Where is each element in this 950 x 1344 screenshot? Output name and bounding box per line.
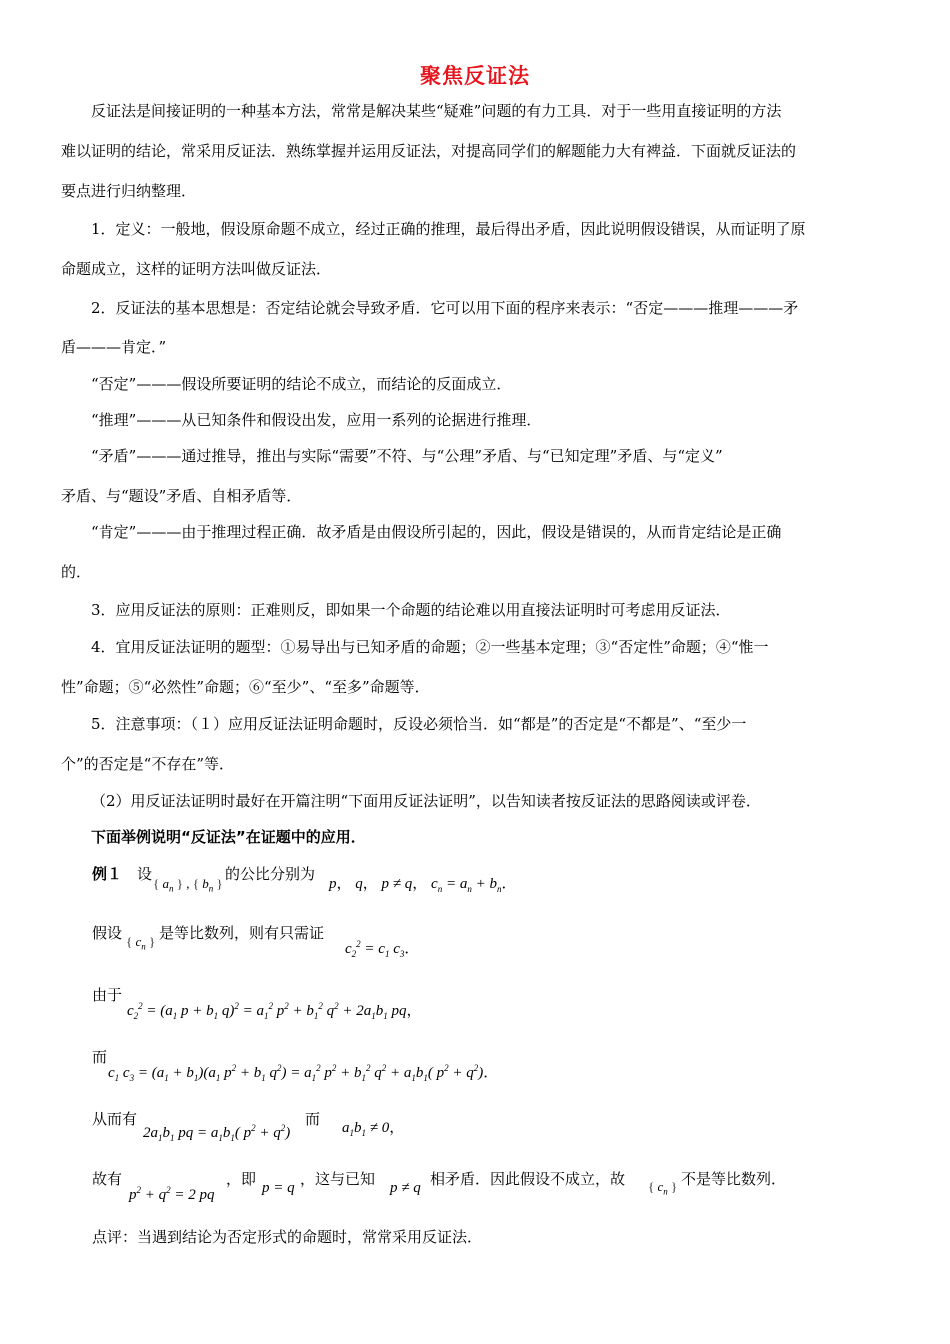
while-text-2: 而 <box>305 1110 321 1128</box>
nonzero-formula: $a_1b_1 \ne 0$， <box>342 1120 405 1138</box>
since-text: 由于 <box>92 986 123 1004</box>
problem-types-line-1: 4．宜用反证法证明的题型：①易导出与已知矛盾的命题；②一些基本定理；③“否定性”命题；④“惟一 <box>91 638 769 656</box>
definition-line-2: 命题成立，这样的证明方法叫做反证法． <box>61 260 332 278</box>
intro-line-3: 要点进行归纳整理． <box>61 182 197 200</box>
principle-line: 3．应用反证法的原则：正难则反，即如果一个命题的结论难以用直接法证明时可考虑用反证法． <box>91 601 731 619</box>
therefore-text: 故有 <box>92 1170 123 1188</box>
negation-step: “否定”———假设所要证明的结论不成立，而结论的反面成立． <box>91 375 512 393</box>
contradict-text-2: 相矛盾．因此假设不成立，故 <box>430 1170 626 1188</box>
ratio-formula: p， q， p ≠ q， $c_n = a_n + b_n$． <box>329 876 517 894</box>
assume-text: 假设 <box>92 924 123 942</box>
c2-square-formula: $c_2^2 = (a_1$ $p + b_1$ $q)^2 = a_1^2$ $p^2 + b_1^2$ $q^2 + 2a_1b_1$ pq， <box>127 1001 422 1021</box>
notes-line-3: （2）用反证法证明时最好在开篇注明“下面用反证法证明”，以告知读者按反证法的思路阅读或评卷． <box>91 792 761 810</box>
intro-line-1: 反证法是间接证明的一种基本方法，常常是解决某些“疑难”问题的有力工具．对于一些用直接证明的方法 <box>91 102 782 120</box>
pq-formula: $p^2 + q^2 = 2$ pq <box>129 1185 215 1203</box>
example-label: 例１ <box>92 865 123 883</box>
comment-line: 点评：当遇到结论为否定形式的命题时，常常采用反证法． <box>92 1228 483 1246</box>
contradiction-step-line-1: “矛盾”———通过推导，推出与实际“需要”不符、与“公理”矛盾、与“已知定理”矛盾、与“定义” <box>91 447 723 465</box>
ratio-text: 的公比分别为 <box>225 865 316 883</box>
c1-c3-formula: $c_1$ $c_3 = (a_1 + b_1)(a_1$ $p^2 + b_1$ $q^2) = a_1^2$ $p^2 + b_1^2$ $q^2 + a_1b_1$( $p^2 + q^2$)． <box>108 1063 499 1083</box>
contradict-text: ，这与已知 <box>300 1170 376 1188</box>
notes-line-1: 5．注意事项：（１）应用反证法证明命题时，反设必须恰当．如“都是”的否定是“不都是”、“至少一 <box>91 715 747 733</box>
thus-text: 从而有 <box>92 1110 138 1128</box>
notes-line-2: 个”的否定是“不存在”等． <box>61 755 235 773</box>
p-equals-q-formula: p = q <box>262 1180 295 1196</box>
example-heading: 下面举例说明“反证法”在证题中的应用． <box>91 828 366 846</box>
reasoning-step: “推理”———从已知条件和假设出发，应用一系列的论据进行推理． <box>91 411 542 429</box>
definition-line-1: 1．定义：一般地，假设原命题不成立，经过正确的推理，最后得出矛盾，因此说明假设错误，从而证明了原 <box>91 220 806 238</box>
sequences-ab-formula: { $a_n$ } , { $b_n$ } <box>153 876 223 894</box>
contradiction-step-line-2: 矛盾、与“题设”矛盾、自相矛盾等． <box>61 487 302 505</box>
p-neq-q-formula: p ≠ q <box>390 1180 421 1196</box>
affirmation-step-line-1: “肯定”———由于推理过程正确．故矛盾是由假设所引起的，因此，假设是错误的，从而肯定结论是正确 <box>91 523 782 541</box>
equality-formula: $2a_1b_1$ pq = $a_1b_1$( $p^2 + q^2$) <box>143 1123 291 1143</box>
sequence-c-formula-2: { $c_n$ } <box>648 1179 678 1197</box>
page-title: 聚焦反证法 <box>420 64 530 88</box>
sequence-c-formula: { $c_n$ } <box>126 934 156 952</box>
affirmation-step-line-2: 的． <box>61 563 92 581</box>
to-prove-formula: $c_2^2 = c_1$ $c_3$． <box>345 939 420 959</box>
intro-line-2: 难以证明的结论，常采用反证法．熟练掌握并运用反证法，对提高同学们的解题能力大有裨益．下面就反证法的 <box>61 142 797 160</box>
not-geometric-text: 不是等比数列． <box>681 1170 787 1188</box>
that-is-text: ，即 <box>226 1170 257 1188</box>
assume-middle-text: 是等比数列，则有只需证 <box>159 924 325 942</box>
example-she: 设 <box>137 865 153 883</box>
basic-idea-line-1: 2．反证法的基本思想是：否定结论就会导致矛盾．它可以用下面的程序来表示：“否定———推理———矛 <box>91 299 799 317</box>
basic-idea-line-2: 盾———肯定．” <box>61 338 167 356</box>
problem-types-line-2: 性”命题；⑤“必然性”命题；⑥“至少”、“至多”命题等． <box>61 678 430 696</box>
while-text: 而 <box>92 1048 108 1066</box>
